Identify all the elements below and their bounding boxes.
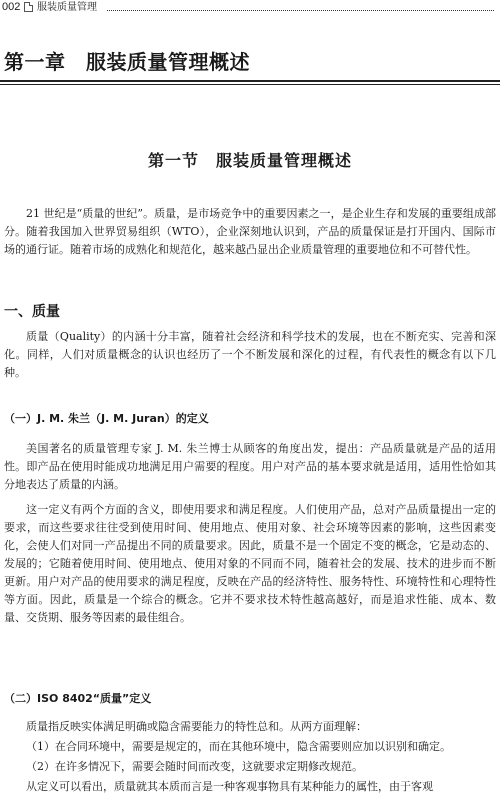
chapter-title: 第一章 服装质量管理概述	[4, 50, 250, 74]
running-header	[0, 0, 500, 17]
section-title: 第一节 服装质量管理概述	[147, 151, 352, 170]
paragraph-iso-1: 质量指反映实体满足明确或隐含需要能力的特性总和。从两方面理解：	[26, 720, 367, 733]
header-dotted-leader	[107, 10, 494, 11]
paragraph-juran-2: 这一定义有两个方面的含义，即使用要求和满足程度。人们使用产品，总对产品质量提出一定的要求，而这些要求往往受到使用时间、使用地点、使用对象、社会环境等因素的影响，这些因素变化，会使人们对同一产品提出不同的质量要求。因此，质量不是一个固定不变的概念，它是动态的、发展的；它随着使用时间、使用地点、使用对象的不同而不同，随着社会的发展、技术的进步而不断更新。用户对产品的使用要求的满足程度，反映在产品的经济特性、服务特性、环境特性和心理特性等方面。因此，质量是一个综合的概念。它并不要求技术特性越高越好，而是追求性能、成本、数量、交货期、服务等因素的最佳组合。	[4, 503, 496, 624]
heading-quality: 一、质量	[4, 304, 60, 320]
chapter-rule-thick	[0, 80, 500, 82]
paragraph-iso-4: 从定义可以看出，质量就其本质而言是一种客观事物具有某种能力的属性，由于客观	[26, 780, 433, 793]
paragraph-juran-1: 美国著名的质量管理专家 J. M. 朱兰博士从顾客的角度出发，提出：产品质量就是产品的适用性。即产品在使用时能成功地满足用户需要的程度。用户对产品的基本要求就是适用，适用性恰如其分地表达了质量的内涵。	[4, 442, 496, 491]
paragraph-intro: 21 世纪是“质量的世纪”。质量，是市场竞争中的重要因素之一，是企业生存和发展的重要组成部分。随着我国加入世界贸易组织（WTO），企业深刻地认识到，产品的质量保证是打开国内、国际市场的通行证。随着市场的成熟化和规范化，越来越凸显出企业质量管理的重要地位和不可替代性。	[4, 207, 496, 256]
paragraph-quality: 质量（Quality）的内涵十分丰富，随着社会经济和科学技术的发展，也在不断充实、完善和深化。同样，人们对质量概念的认识也经历了一个不断发展和深化的过程，有代表性的概念有以下几种。	[4, 330, 496, 379]
book-icon	[24, 2, 33, 12]
heading-iso-definition: （二）ISO 8402“质量”定义	[4, 692, 152, 705]
page-number: 002	[2, 1, 21, 13]
chapter-rule-thin	[0, 84, 500, 85]
paragraph-iso-2: （1）在合同环境中，需要是规定的，而在其他环境中，隐含需要则应加以识别和确定。	[26, 740, 451, 753]
heading-juran-definition: （一）J. M. 朱兰（J. M. Juran）的定义	[4, 412, 209, 425]
paragraph-iso-3: （2）在许多情况下，需要会随时间而改变，这就要求定期修改规范。	[26, 760, 363, 773]
running-header-title: 服装质量管理	[37, 2, 97, 13]
